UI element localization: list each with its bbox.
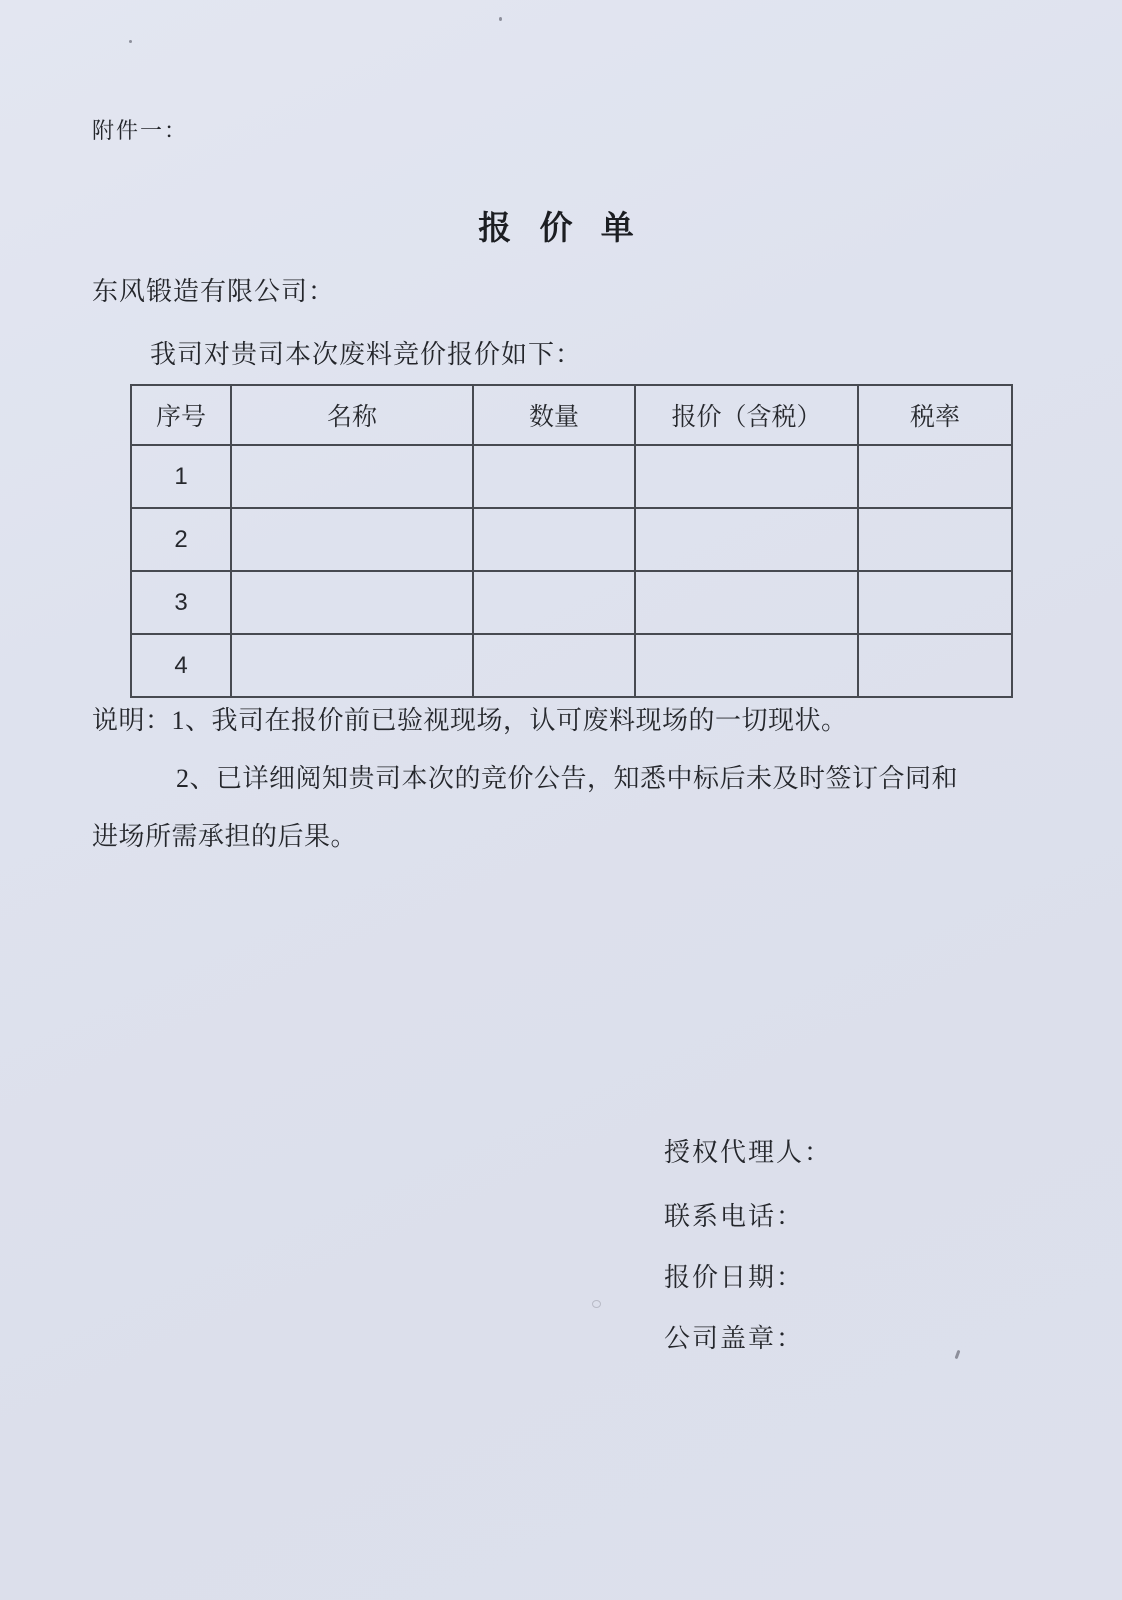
empty-name-cell [231, 445, 473, 508]
signature-date-label: 报价日期： [664, 1263, 805, 1292]
quotation-table [130, 384, 1013, 698]
empty-qty-cell [473, 508, 635, 571]
scan-speck [499, 17, 502, 21]
empty-qty-cell [473, 445, 635, 508]
recipient-line: 东风锻造有限公司： [92, 277, 336, 306]
page-title: 报 价 单 [478, 211, 644, 247]
empty-price-cell [635, 571, 858, 634]
header-cell-name: 名称 [231, 385, 473, 445]
empty-price-cell [635, 508, 858, 571]
row-number-cell: 1 [131, 445, 231, 508]
intro-line: 我司对贵司本次废料竞价报价如下： [150, 340, 583, 369]
signature-seal-label: 公司盖章： [664, 1324, 805, 1353]
empty-price-cell [635, 445, 858, 508]
empty-tax-cell [858, 508, 1012, 571]
note-line-2: 2、已详细阅知贵司本次的竞价公告，知悉中标后未及时签订合同和 [176, 764, 959, 793]
empty-qty-cell [473, 571, 635, 634]
header-cell-qty: 数量 [473, 385, 635, 445]
attachment-label: 附件一： [92, 118, 189, 143]
header-cell-no: 序号 [131, 385, 231, 445]
row-number-cell: 2 [131, 508, 231, 571]
row-number-cell: 4 [131, 634, 231, 697]
empty-qty-cell [473, 634, 635, 697]
empty-tax-cell [858, 445, 1012, 508]
header-row [131, 385, 1012, 445]
empty-name-cell [231, 571, 473, 634]
signature-phone-label: 联系电话： [664, 1202, 805, 1231]
empty-name-cell [231, 508, 473, 571]
note-line-1: 说明：1、我司在报价前已验视现场，认可废料现场的一切现状。 [92, 706, 848, 735]
empty-price-cell [635, 634, 858, 697]
table-row [131, 508, 1012, 571]
quotation-table-header [131, 385, 1012, 445]
header-cell-tax: 税率 [858, 385, 1012, 445]
header-cell-price: 报价（含税） [635, 385, 858, 445]
empty-name-cell [231, 634, 473, 697]
empty-tax-cell [858, 571, 1012, 634]
row-number-cell: 3 [131, 571, 231, 634]
signature-agent-label: 授权代理人： [664, 1138, 833, 1167]
table-row [131, 634, 1012, 697]
scan-speck [592, 1300, 601, 1308]
scan-speck [129, 40, 132, 43]
scan-speck [955, 1350, 961, 1359]
table-row [131, 445, 1012, 508]
table-row [131, 571, 1012, 634]
empty-tax-cell [858, 634, 1012, 697]
note-line-3: 进场所需承担的后果。 [92, 822, 358, 851]
